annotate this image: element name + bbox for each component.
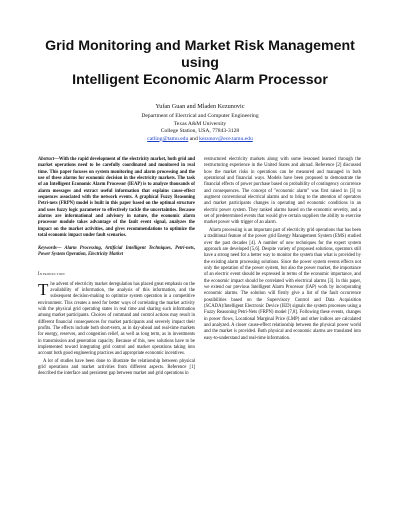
email-link-1[interactable]: catling@tamu.edu [147, 135, 189, 142]
title-line-1: Grid Monitoring and Market Risk Management using [45, 38, 355, 71]
keywords-text: — Alarm Processing, Artificial Intelligent Techniques, Petri-nets, Power System Operation, Electricity Market [38, 245, 195, 257]
paper-title [38, 38, 362, 89]
introduction-heading: Introduction [38, 272, 65, 278]
introduction-paragraph-1: The advent of electricity market deregulation has placed great emphasis on the availability of information, the analysis of this information, and the subsequent decision-making to optimize system operation in a competitive environment. This creates a need for better ways of correlating the market activity with the physical grid operating states in real time and sharing such information among market participants. Choices of command and control actions may result in different financial consequences for market participants and severely impact their profits. The effects include both short-term, as in day-ahead and real-time markets for energy, reserves, and congestion relief, as well as long term, as in investments in transmission and generation capacity. Because of this, new solutions have to be implemented toward integrating grid control and market operations taking into account both good engineering practices and appropriate economic incentives. [38, 279, 195, 357]
abstract-text: —With the rapid development of the electricity market, both grid and market operations need to be carefully coordinated and monitored in real time. This paper focuses on system monitoring and alarm processing and the use of these alarms for economic decision in the electricity markets. The task of an Intelligent Economic Alarm Processor (IEAP) is to analyze thousands of alarm messages and extract useful information that explains cause-effect sequences associated with the network events. A graphical Fuzzy Reasoning Petri-nets (FRPN) model is built in this paper based on the optimal structure and uses fuzzy logic parameter to effectively tackle the uncertainties. Because alarms are informational and advisory in nature, the economic alarm processor module takes advantage of the fault event signal, analyzes the impact on the market activities, and gives recommendations to optimize the total economic impact under fault scenarios. [38, 157, 195, 239]
keywords [38, 246, 195, 259]
keywords-lead: Keywords [38, 245, 57, 251]
author-names: Yufan Guan and Mladen Kezunovic [155, 103, 245, 110]
author-block [38, 103, 362, 143]
email-link-2[interactable]: kezunov@ece.tamu.edu [199, 135, 253, 142]
title-line-2: Intelligent Economic Alarm Processor [72, 72, 328, 88]
introduction-paragraph-2: A lot of studies have been done to illustrate the relationship between physical grid operations and market activities from different aspects. Reference [1] described the interface and persistent gap between market and grid operations in [38, 358, 195, 377]
two-column-body [38, 157, 362, 379]
left-column [38, 157, 195, 379]
author-city: College Station, USA, 77843-3128 [160, 128, 240, 135]
right-paragraph-1: restructured electricity markets along with some lessoned learned through the restructuring experience in the United States and abroad. Reference [2] discussed how the market risks in operations can be measured and managed in both operational and financial ways. Models have been proposed to demonstrate the financial effects of power purchase based on probability of contingency occurrence and consequences. The concept of "economic alarm" was first raised in [3] to augment conventional electrical alarms and to bring to the attention of operators and market participants changes in operating and economic conditions in an electric power system. They ranked alarms based on the economic severity, and a set of predetermined events that would give certain suppliers the ability to exercise market power with trigger of an alarm. [204, 157, 361, 226]
abstract [38, 157, 195, 239]
right-paragraph-2: Alarm processing is an important part of electricity grid operations that has been a traditional feature of the power grid Energy Management System (EMS) studied over the past decades [4]. A number of new techniques for the expert system approach are developed [5,6]. Despite variety of proposed solutions, operators still have a strong need for a better way to monitor the system than what is provided by the existing alarm processing solutions. Since the power system events effects not only the operation of the power system, but also the power market, the importance of an electric event should be expressed in terms of the economic importance, and the economic impact should be correlated with electrical alarms [3]. In this paper, we extend our previous Intelligent Alarm Processor (IAP) work by incorporating economic alarms. The solution will firstly give a list of the fault occurrence possibilities based on the Supervisory Control and Data Acquisition (SCADA)/Intelligent Electronic Device (IED) signals the system processes using a Fuzzy Reasoning Petri-Nets (FRPN) model [7,8]. Following these events, changes in power flows, Locational Marginal Price (LMP) and other indices are calculated and analyzed. A closer cause-effect relationship between the physical power world and the market is provided. Both physical and economic alarms are translated into easy-to-understand and real-time information. [204, 227, 361, 341]
author-university: Texas A&M University [173, 120, 227, 127]
email-separator: and [188, 135, 200, 142]
right-column [204, 157, 361, 379]
author-department: Department of Electrical and Computer Engineering [141, 113, 259, 120]
abstract-lead: Abstract [38, 157, 55, 163]
author-emails [38, 136, 362, 143]
